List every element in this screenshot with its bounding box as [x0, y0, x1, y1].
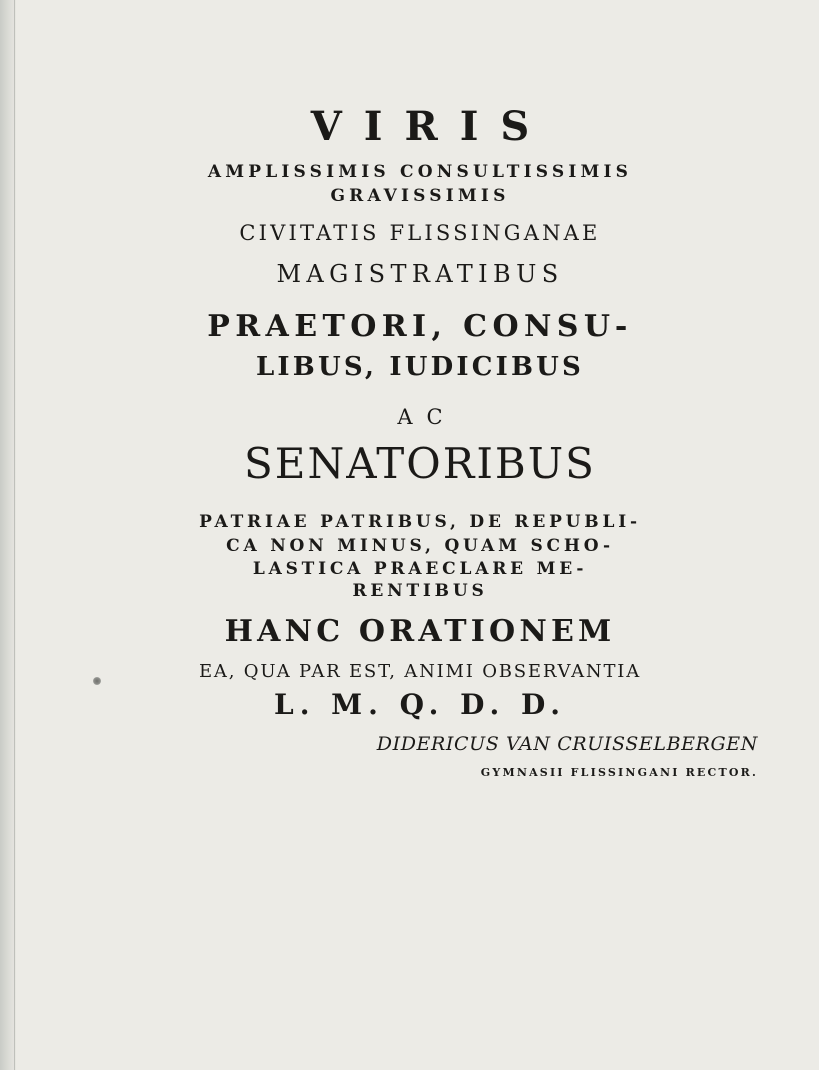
dedication-line: GRAVISSIMIS [330, 186, 510, 206]
dedication-line: MAGISTRATIBUS [276, 260, 564, 288]
page-edge [14, 0, 15, 1070]
dedication-line: LIBUS, IUDICIBUS [255, 352, 585, 382]
dedication-line-large: SENATORIBUS [244, 439, 596, 488]
dedication-line: AC [397, 405, 457, 429]
author-title: GYMNASII FLISSINGANI RECTOR. [480, 766, 758, 779]
dedication-line: EA, QUA PAR EST, ANIMI OBSERVANTIA [198, 661, 641, 682]
dedication-line: LASTICA PRAECLARE ME- [252, 559, 588, 579]
author-name: DIDERICUS VAN CRUISSELBERGEN [376, 733, 758, 755]
dedication-heading: VIRIS [310, 103, 552, 150]
dedication-line: PATRIAE PATRIBUS, DE REPUBLI- [199, 512, 641, 532]
dedication-line: CA NON MINUS, QUAM SCHO- [226, 536, 614, 556]
dedication-line: RENTIBUS [352, 581, 488, 601]
dedication-formula: L. M. Q. D. D. [274, 688, 566, 721]
dedication-line: PRAETORI, CONSU- [207, 309, 633, 344]
paper-pinhole-mark [93, 677, 101, 685]
dedication-line: AMPLISSIMIS CONSULTISSIMIS [207, 162, 633, 182]
dedication-line: HANC ORATIONEM [224, 614, 616, 649]
dedication-line: CIVITATIS FLISSINGANAE [239, 221, 601, 245]
